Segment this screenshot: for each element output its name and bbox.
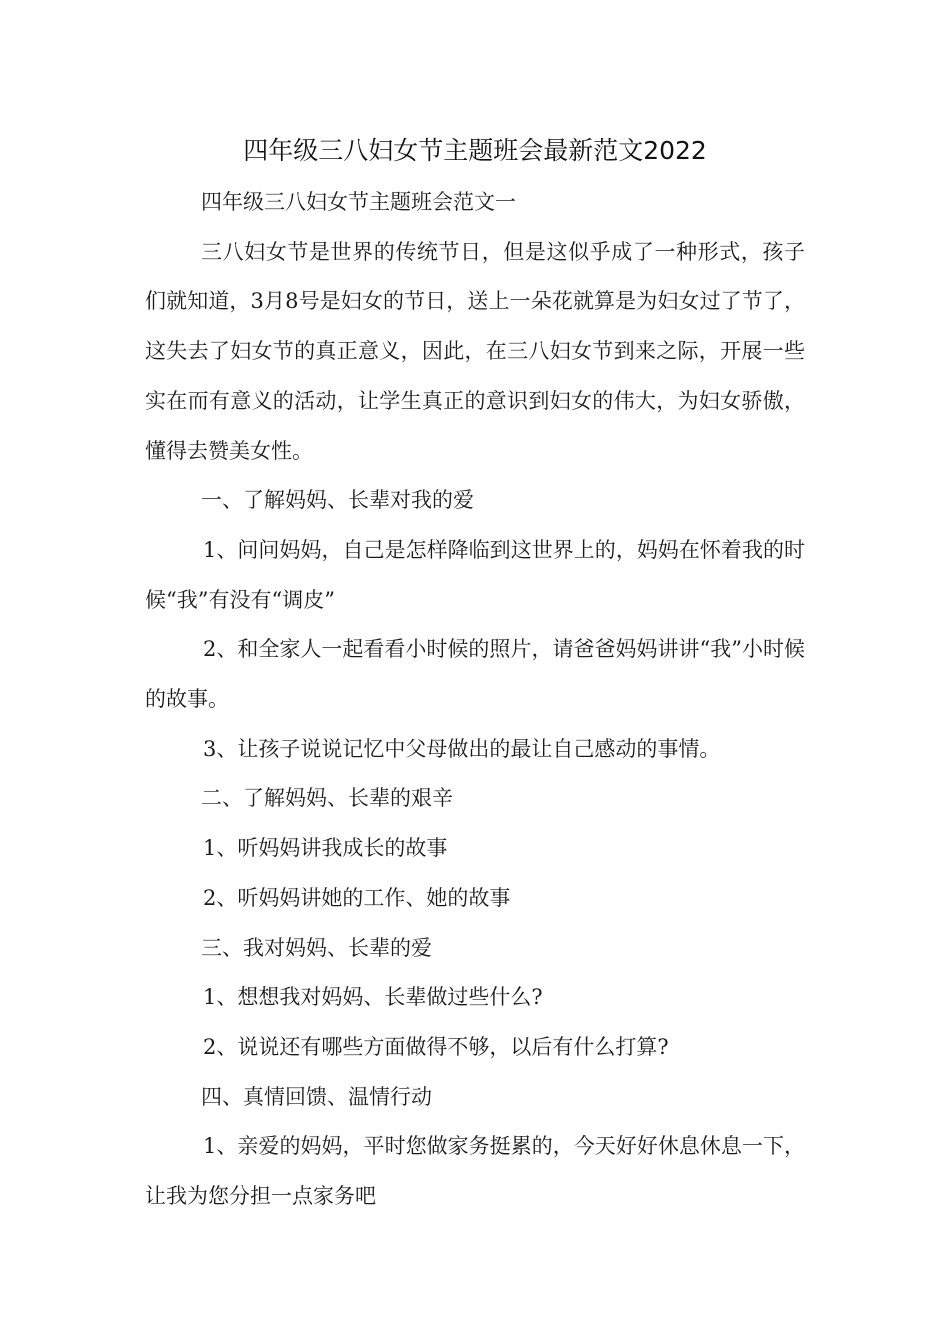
list-item-1-3: 3、让孩子说说记忆中父母做出的最让自己感动的事情。 bbox=[203, 736, 721, 761]
intro-paragraph: 三八妇女节是世界的传统节日，但是这似乎成了一种形式，孩子们就知道，3月8号是妇女的节日，送上一朵花就算是为妇女过了节了，这失去了妇女节的真正意义，因此，在三八妇女节到来之际，开展一些实在而有意义的活动，让学生真正的意识到妇女的伟大，为妇女骄傲，懂得去赞美女性。 bbox=[145, 239, 805, 463]
section-heading-1: 一、了解妈妈、长辈对我的爱 bbox=[201, 488, 474, 513]
list-item-2-2: 2、听妈妈讲她的工作、她的故事 bbox=[203, 885, 511, 910]
list-item-2-1: 1、听妈妈讲我成长的故事 bbox=[203, 836, 448, 861]
section-heading-3: 三、我对妈妈、长辈的爱 bbox=[201, 935, 432, 960]
section-heading-2: 二、了解妈妈、长辈的艰辛 bbox=[201, 786, 453, 811]
list-item-3-2: 2、说说还有哪些方面做得不够，以后有什么打算? bbox=[203, 1034, 669, 1059]
document-body bbox=[145, 178, 805, 1222]
list-item-1-1: 1、问问妈妈，自己是怎样降临到这世界上的，妈妈在怀着我的时候“我”有没有“调皮” bbox=[145, 537, 805, 612]
section-heading-fanwen-1: 四年级三八妇女节主题班会范文一 bbox=[201, 190, 516, 214]
list-item-3-1: 1、想想我对妈妈、长辈做过些什么? bbox=[203, 985, 543, 1010]
list-item-1-2: 2、和全家人一起看看小时候的照片，请爸爸妈妈讲讲“我”小时候的故事。 bbox=[145, 637, 805, 712]
document-title: 四年级三八妇女节主题班会最新范文2022 bbox=[243, 136, 707, 165]
list-item-4-1: 1、亲爱的妈妈，平时您做家务挺累的，今天好好休息休息一下，让我为您分担一点家务吧 bbox=[145, 1134, 805, 1209]
section-heading-4: 四、真情回馈、温情行动 bbox=[201, 1084, 432, 1109]
